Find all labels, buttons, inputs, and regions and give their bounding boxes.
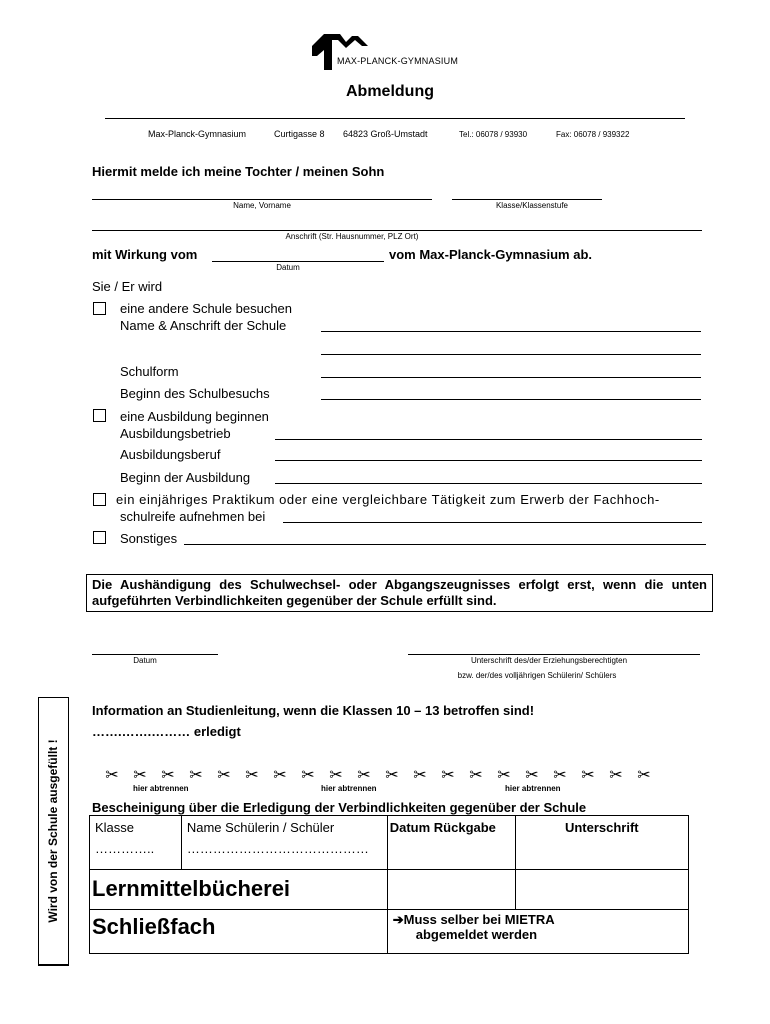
- name-field[interactable]: [92, 199, 432, 200]
- effective-suffix: vom Max-Planck-Gymnasium ab.: [389, 247, 593, 262]
- checkbox-internship[interactable]: [93, 493, 106, 506]
- scissors-icon: ✂: [133, 767, 147, 784]
- label-training-company: Ausbildungsbetrieb: [120, 426, 231, 441]
- page-title: Abmeldung: [346, 83, 434, 100]
- scissors-icon: ✂: [105, 767, 119, 784]
- scissors-icon: ✂: [357, 767, 371, 784]
- address-city: 64823 Groß-Umstadt: [343, 129, 428, 139]
- scissors-icon: ✂: [469, 767, 483, 784]
- class-field[interactable]: [452, 199, 602, 200]
- effective-date-field[interactable]: [212, 261, 384, 262]
- library-date-cell[interactable]: [387, 870, 515, 910]
- school-address-field[interactable]: [321, 354, 701, 355]
- caption-class: Klasse/Klassenstufe: [495, 201, 569, 210]
- caption-effective-date: Datum: [276, 263, 300, 272]
- row-locker: Schließfach: [90, 910, 388, 954]
- scissors-icon: ✂: [189, 767, 203, 784]
- will-text: Sie / Er wird: [92, 279, 163, 294]
- header-date: Datum Rückgabe: [387, 816, 515, 870]
- training-company-field[interactable]: [275, 439, 702, 440]
- certificate-table: [89, 815, 689, 954]
- address-field[interactable]: [92, 230, 702, 231]
- checkbox-training[interactable]: [93, 409, 106, 422]
- label-internship-line1: ein einjähriges Praktikum oder eine vergleichbare Tätigkeit zum Erwerb der Fachhoch-: [116, 492, 660, 507]
- training-job-field[interactable]: [275, 460, 702, 461]
- table-row: [90, 910, 689, 954]
- header-name: Name Schülerin / Schüler: [186, 820, 335, 835]
- scissors-icon: ✂: [553, 767, 567, 784]
- label-internship-line2: schulreife aufnehmen bei: [120, 509, 266, 524]
- scissors-icon: ✂: [441, 767, 455, 784]
- caption-signature: Unterschrift des/der Erziehungsberechtigten: [470, 656, 628, 665]
- table-row: [90, 816, 689, 870]
- cut-label-2: hier abtrennen: [321, 784, 377, 793]
- effective-prefix: mit Wirkung vom: [92, 247, 198, 262]
- name-dots: ……………………………………: [186, 841, 369, 856]
- scissors-icon: ✂: [525, 767, 539, 784]
- header-signature: Unterschrift: [515, 816, 688, 870]
- cut-line: [98, 765, 658, 785]
- caption-signature-student: bzw. der/des volljährigen Schülerin/ Schülers: [457, 671, 617, 680]
- table-cell-class[interactable]: [90, 816, 182, 870]
- certificate-title: Bescheinigung über die Erledigung der Verbindlichkeiten gegenüber der Schule: [92, 800, 587, 815]
- school-side-label: Wird von der Schule ausgefüllt !: [46, 739, 60, 923]
- signature-field[interactable]: [408, 654, 700, 655]
- label-training-job: Ausbildungsberuf: [120, 447, 221, 462]
- school-start-field[interactable]: [321, 399, 701, 400]
- label-school-type: Schulform: [120, 364, 179, 379]
- locker-note-line1: ➔Muss selber bei MIETRA: [392, 912, 555, 927]
- locker-note-line2: abgemeldet werden: [415, 927, 538, 942]
- label-school-name-address: Name & Anschrift der Schule: [120, 318, 287, 333]
- address-school: Max-Planck-Gymnasium: [148, 129, 247, 139]
- info-done: …….…….……… erledigt: [92, 724, 241, 739]
- title-rule: [105, 118, 685, 119]
- locker-note: [387, 910, 688, 954]
- notice-box: [86, 574, 713, 612]
- scissors-icon: ✂: [161, 767, 175, 784]
- cut-label-1: hier abtrennen: [133, 784, 189, 793]
- other-field[interactable]: [184, 544, 706, 545]
- address-tel: Tel.: 06078 / 93930: [459, 130, 528, 139]
- scissors-icon: ✂: [609, 767, 623, 784]
- scissors-icon: ✂: [637, 767, 651, 784]
- training-start-field[interactable]: [275, 483, 702, 484]
- label-school-start: Beginn des Schulbesuchs: [120, 386, 270, 401]
- scissors-icon: ✂: [301, 767, 315, 784]
- header-class: Klasse: [95, 820, 135, 835]
- scissors-icon: ✂: [385, 767, 399, 784]
- address-street: Curtigasse 8: [274, 129, 325, 139]
- label-other: Sonstiges: [120, 531, 178, 546]
- caption-sign-date: Datum: [133, 656, 157, 665]
- scissors-icon: ✂: [581, 767, 595, 784]
- caption-name: Name, Vorname: [233, 201, 291, 210]
- internship-field[interactable]: [283, 522, 702, 523]
- scissors-icon: ✂: [497, 767, 511, 784]
- scissors-icon: ✂: [413, 767, 427, 784]
- intro-text: Hiermit melde ich meine Tochter / meinen Sohn: [92, 164, 385, 179]
- label-training-start: Beginn der Ausbildung: [120, 470, 251, 485]
- caption-address: Anschrift (Str. Hausnummer, PLZ Ort): [285, 232, 419, 241]
- address-fax: Fax: 06078 / 939322: [556, 130, 630, 139]
- cut-label-3: hier abtrennen: [505, 784, 561, 793]
- scissors-icon: ✂: [329, 767, 343, 784]
- sign-date-field[interactable]: [92, 654, 218, 655]
- notice-text: Die Aushändigung des Schulwechsel- oder Abgangszeugnisses erfolgt erst, wenn die unten aufgeführten Verbindlichkeiten gegenüber der Schule erfüllt sind.: [92, 577, 707, 608]
- checkbox-other[interactable]: [93, 531, 106, 544]
- label-other-school: eine andere Schule besuchen: [120, 301, 293, 316]
- table-row: [90, 870, 689, 910]
- row-library: Lernmittelbücherei: [90, 870, 388, 910]
- info-studienleitung: Information an Studienleitung, wenn die Klassen 10 – 13 betroffen sind!: [92, 703, 535, 718]
- school-type-field[interactable]: [321, 377, 701, 378]
- school-logo-text: MAX-PLANCK-GYMNASIUM: [337, 56, 459, 66]
- school-name-field[interactable]: [321, 331, 701, 332]
- scissors-icon: ✂: [273, 767, 287, 784]
- checkbox-other-school[interactable]: [93, 302, 106, 315]
- scissors-icon: ✂: [217, 767, 231, 784]
- library-signature-cell[interactable]: [515, 870, 688, 910]
- class-dots: …………..: [95, 841, 155, 856]
- label-training: eine Ausbildung beginnen: [120, 409, 269, 424]
- scissors-icon: ✂: [245, 767, 259, 784]
- table-cell-name[interactable]: [181, 816, 387, 870]
